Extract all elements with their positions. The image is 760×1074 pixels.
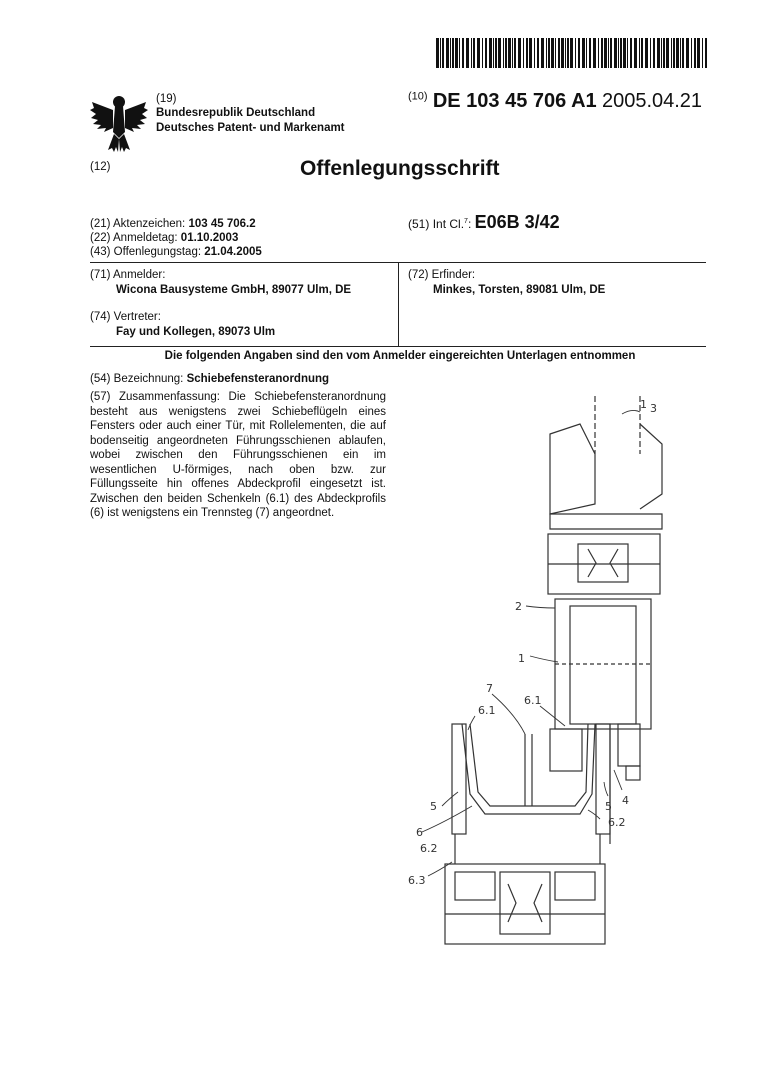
abstract: (57) Zusammenfassung: Die Schiebefensteranordnung besteht aus wenigstens zwei Schiebeflügeln eines Fensters oder auch einer Tür, mit Rollelementen, die auf bodenseitig angeordneten Führungsschienen ablaufen, wobei zwischen den Führungsschienen ein im wesentlichen U-förmiges, nach oben bzw. zur Füllungsseite hin offenes Abdeckprofil eingesetzt ist. Zwischen den beiden Schenkeln (6.1) des Abdeckprofils (6) ist wenigstens ein Trennsteg (7) angeordnet. — [90, 391, 387, 519]
inventor-label: (72) Erfinder: — [408, 269, 476, 281]
representative-label: (74) Vertreter: — [90, 311, 161, 323]
pub-date: 2005.04.21 — [601, 90, 703, 112]
notice: Die folgenden Angaben sind den vom Anmelder eingereichten Unterlagen entnommen — [164, 350, 636, 362]
label-7: 7 — [486, 682, 493, 695]
label-5-right: 5 — [605, 800, 612, 813]
applicant-label: (71) Anmelder: — [90, 269, 166, 281]
label-3: 3 — [650, 402, 657, 415]
abstract-text: Die Schiebefensteranordnung besteht aus wenigstens zwei Schiebeflügeln eines Fensters oder auch einer Tür, mit Rollelementen, die auf bodenseitig angeordneten Führungsschienen ablaufen, wobei zwischen den Führungsschienen ein im wesentlichen U-förmiges, nach oben bzw. zur Füllungsseite hin offenes Abdeckprofil eingesetzt ist. Zwischen den beiden Schenkeln (6.1) des Abdeckprofils (6) ist wenigstens ein Trennsteg (7) angeordnet. — [90, 391, 387, 519]
pub-number: DE 103 45 706 A1 — [432, 90, 597, 112]
application-number-row: (21) Aktenzeichen: 103 45 706.2 — [90, 218, 256, 230]
barcode — [436, 38, 708, 68]
applicant-value: Wicona Bausysteme GmbH, 89077 Ulm, DE — [116, 284, 352, 296]
country-code: (19) — [156, 93, 177, 105]
int-class-value: E06B 3/42 — [474, 212, 560, 232]
label-6-1-left: 6.1 — [478, 704, 496, 717]
federal-eagle-icon — [88, 92, 150, 154]
document-type: Offenlegungsschrift — [300, 157, 500, 180]
label-6-1-right: 6.1 — [524, 694, 542, 707]
int-class-row: (51) Int Cl.$^7$: E06B 3/42 — [408, 212, 560, 232]
label-6: 6 — [416, 826, 423, 839]
technical-drawing — [400, 394, 700, 956]
label-6-2-right: 6.2 — [608, 816, 626, 829]
label-6-2-left: 6.2 — [420, 842, 438, 855]
label-1: 1 — [518, 652, 525, 665]
inventor-value: Minkes, Torsten, 89081 Ulm, DE — [433, 284, 606, 296]
publication-date-row: (43) Offenlegungstag: 21.04.2005 — [90, 246, 262, 258]
label-5-left: 5 — [430, 800, 437, 813]
divider — [398, 262, 399, 346]
divider — [90, 346, 706, 347]
title-row: (54) Bezeichnung: Schiebefensteranordnung — [90, 373, 330, 385]
label-1-top: 1 — [640, 398, 647, 411]
office-name: Deutsches Patent- und Markenamt — [156, 122, 345, 134]
label-6-3: 6.3 — [408, 874, 426, 887]
representative-value: Fay und Kollegen, 89073 Ulm — [116, 326, 276, 338]
publication-number — [408, 90, 702, 113]
label-2: 2 — [515, 600, 522, 613]
pub-code: (10) — [408, 90, 428, 103]
doc-type-code: (12) — [90, 161, 111, 173]
filing-date-row: (22) Anmeldetag: 01.10.2003 — [90, 232, 239, 244]
label-4: 4 — [622, 794, 629, 807]
country-name: Bundesrepublik Deutschland — [156, 107, 316, 119]
